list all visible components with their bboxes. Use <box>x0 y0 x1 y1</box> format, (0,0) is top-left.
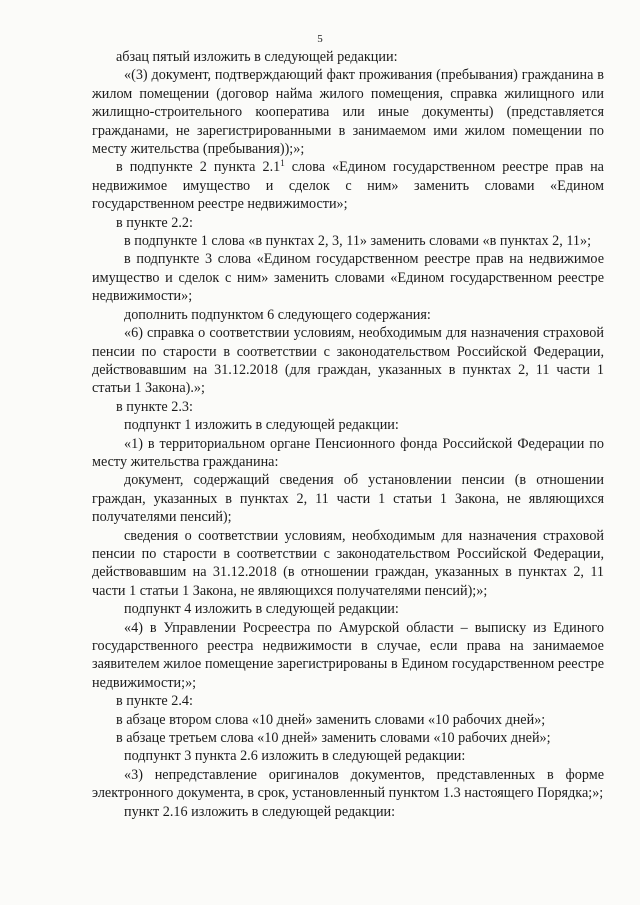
paragraph: в пункте 2.2: <box>116 214 193 231</box>
paragraph: абзац пятый изложить в следующей редакции: <box>116 49 398 65</box>
paragraph-text: слова «Едином государственном реестре прав на недвижимое имущество и сделок с ним» заменить словами «Едином государственном реестре недвижимости»; <box>92 159 604 213</box>
paragraph: в подпункте 1 слова «в пунктах 2, 3, 11» заменить словами «в пунктах 2, 11»; <box>124 233 592 250</box>
paragraph: сведения о соответствии условиям, необходимым для назначения страховой пенсии по старости в соответствии с законодательством Российской Федерации, действовавшим на 31.12.2018 (в отношении граждан, указанных в пунктах 2, 11 части 1 статьи 1 Закона, не являющихся получателями пенсий);»; <box>92 527 604 599</box>
superscript: 1 <box>280 158 285 169</box>
paragraph: подпункт 1 изложить в следующей редакции: <box>124 417 399 434</box>
paragraph <box>92 158 604 213</box>
paragraph: в абзаце третьем слова «10 дней» заменить словами «10 рабочих дней»; <box>116 730 551 747</box>
paragraph: документ, содержащий сведения об установлении пенсии (в отношении граждан, указанных в пунктах 2, 11 части 1 статьи 1 Закона, не являющихся получателями пенсий); <box>92 472 604 526</box>
paragraph: подпункт 4 изложить в следующей редакции: <box>124 601 399 618</box>
paragraph-text: в подпункте 2 пункта 2.1 <box>116 159 281 176</box>
document-body <box>92 48 604 821</box>
paragraph: в подпункте 3 слова «Едином государственном реестре прав на недвижимое имущество и сделок с ним» заменить словами «Едином государственном реестре недвижимости»; <box>92 251 604 305</box>
paragraph: «(3) документ, подтверждающий факт проживания (пребывания) гражданина в жилом помещении (договор найма жилого помещения, справка жилищного или жилищно-строительного кооператива или иные документы) (представляется гражданами, не зарегистрированными в занимаемом ими жилом помещении по месту жительства (пребывания));»; <box>92 67 604 158</box>
paragraph: дополнить подпунктом 6 следующего содержания: <box>124 306 431 323</box>
paragraph: в пункте 2.3: <box>116 398 193 415</box>
paragraph: в пункте 2.4: <box>116 693 193 710</box>
paragraph: подпункт 3 пункта 2.6 изложить в следующей редакции: <box>124 748 466 765</box>
paragraph: пункт 2.16 изложить в следующей редакции: <box>124 803 396 820</box>
paragraph: «4) в Управлении Росреестра по Амурской области – выписку из Единого государственного реестра недвижимости в случае, если права на занимаемое заявителем жилое помещение зарегистрированы в Едином государственном реестре недвижимости;»; <box>92 619 604 691</box>
paragraph: «6) справка о соответствии условиям, необходимым для назначения страховой пенсии по старости в соответствии с законодательством Российской Федерации, действовавшим на 31.12.2018 (для граждан, указанных в пунктах 2, 11 части 1 статьи 1 Закона).»; <box>92 325 604 397</box>
paragraph: «1) в территориальном органе Пенсионного фонда Российской Федерации по месту жительства гражданина: <box>92 435 604 470</box>
paragraph: «3) непредставление оригиналов документов, представленных в форме электронного документа, в срок, установленный пунктом 1.3 настоящего Порядка;»; <box>92 766 604 802</box>
page-number: 5 <box>317 33 323 45</box>
paragraph: в абзаце втором слова «10 дней» заменить словами «10 рабочих дней»; <box>116 711 546 728</box>
